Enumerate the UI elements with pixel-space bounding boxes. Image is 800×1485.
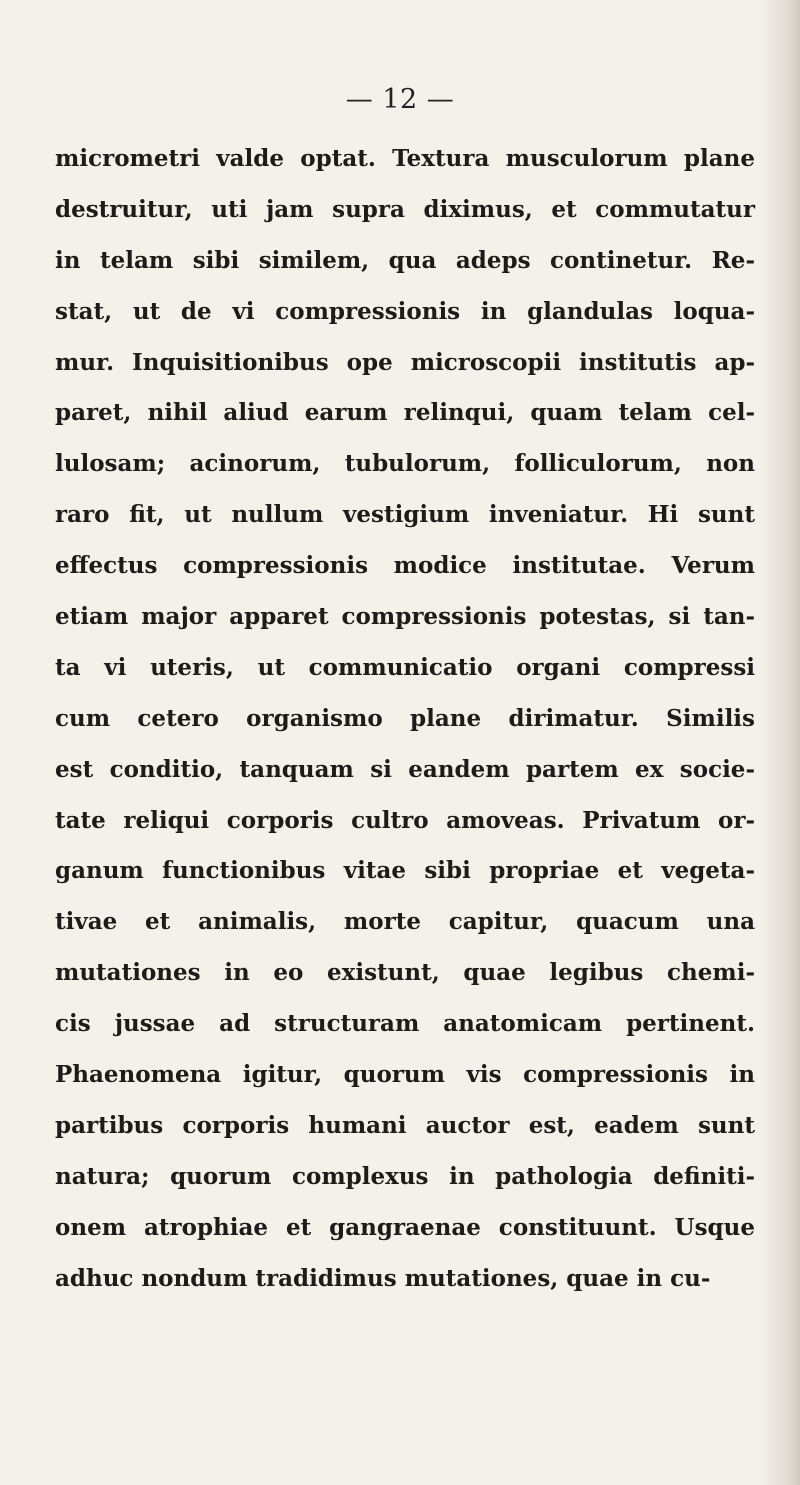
- text-line: stat, ut de vi compressionis in glandulas loqua-: [55, 297, 755, 325]
- text-line: effectus compressionis modice institutae. Verum: [55, 552, 755, 580]
- text-line: cis jussae ad structuram anatomicam pertinent.: [55, 1010, 755, 1038]
- text-line: destruitur, uti jam supra diximus, et commutatur: [55, 195, 755, 223]
- page-number: — 12 —: [345, 84, 455, 115]
- text-line: raro fit, ut nullum vestigium inveniatur. Hi sunt: [55, 501, 755, 529]
- text-line: ta vi uteris, ut communicatio organi compressi: [55, 653, 755, 681]
- text-line: Phaenomena igitur, quorum vis compressionis in: [55, 1061, 755, 1089]
- text-line: natura; quorum complexus in pathologia definiti-: [55, 1162, 755, 1190]
- text-line: mutationes in eo existunt, quae legibus chemi-: [55, 959, 755, 987]
- text-line: etiam major apparet compressionis potestas, si tan-: [55, 603, 755, 631]
- text-line: micrometri valde optat. Textura musculorum plane: [55, 145, 755, 172]
- text-line: est conditio, tanquam si eandem partem ex socie-: [55, 755, 755, 783]
- text-line: paret, nihil aliud earum relinqui, quam telam cel-: [55, 399, 755, 427]
- text-line: lulosam; acinorum, tubulorum, folliculorum, non: [55, 450, 755, 478]
- text-line: onem atrophiae et gangraenae constituunt. Usque: [55, 1213, 755, 1241]
- text-line: ganum functionibus vitae sibi propriae et vegeta-: [55, 857, 755, 885]
- text-line: tivae et animalis, morte capitur, quacum una: [55, 908, 755, 936]
- text-line: cum cetero organismo plane dirimatur. Similis: [55, 704, 755, 732]
- text-line: partibus corporis humani auctor est, eadem sunt: [55, 1111, 755, 1139]
- text-line: adhuc nondum tradidimus mutationes, quae in cu-: [55, 1264, 711, 1292]
- text-line: tate reliqui corporis cultro amoveas. Privatum or-: [55, 806, 755, 834]
- text-line: mur. Inquisitionibus ope microscopii institutis ap-: [55, 348, 755, 376]
- text-line: in telam sibi similem, qua adeps continetur. Re-: [55, 246, 755, 274]
- body-text: [55, 134, 755, 1304]
